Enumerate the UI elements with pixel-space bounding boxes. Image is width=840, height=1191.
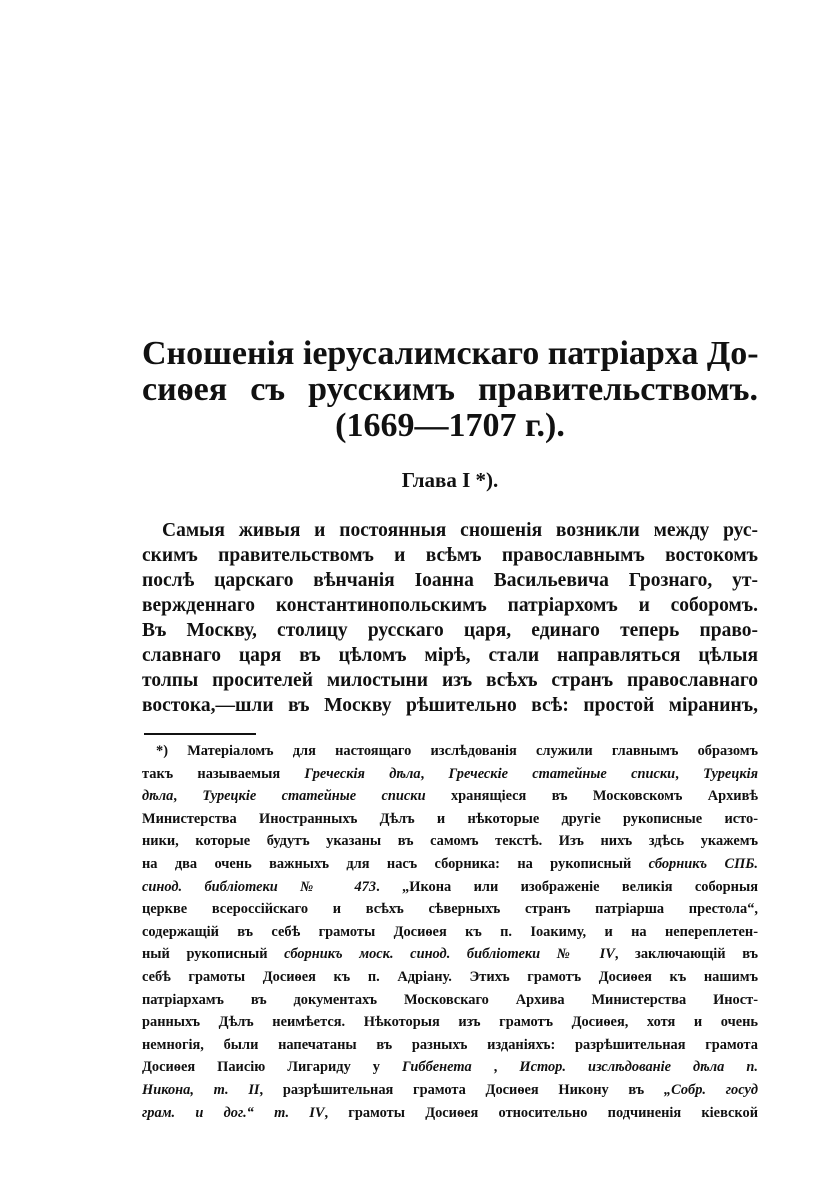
footnote-line <box>142 943 758 966</box>
title-line: (1669—1707 г.). <box>335 407 565 444</box>
footnote-line <box>142 808 758 831</box>
article-title <box>142 336 758 444</box>
footnote-run: себѣ грамоты Досиѳея къ п. Адріану. Этихъ грамотъ Досиѳея къ нашимъ <box>142 968 758 985</box>
body-line: скимъ правительствомъ и всѣмъ православнымъ востокомъ <box>142 545 758 566</box>
footnote-run: ный рукописный <box>142 946 285 963</box>
footnote-run: *) Матеріаломъ для настоящаго изслѣдованія служили главнымъ образомъ <box>156 743 758 759</box>
footnote-run: ники, которые будутъ указаны въ самомъ текстѣ. Изъ нихъ здѣсь укажемъ <box>142 833 758 850</box>
footnote-run: такъ называемыя <box>142 765 305 782</box>
footnote-line <box>142 763 758 786</box>
title-line: сиѳея съ русскимъ правительствомъ. <box>142 371 758 408</box>
footnote-italic-run: сборникъ моск. синод. библіотеки № IV <box>284 946 615 963</box>
footnote-run: немногія, были напечатаны въ разныхъ изданіяхъ: разрѣшительная грамота <box>142 1036 758 1053</box>
body-line: Въ Москву, столицу русскаго царя, единаго теперь право- <box>142 620 758 641</box>
footnote-run: Досиѳея Паисію Лигариду у <box>142 1059 402 1076</box>
footnote-line <box>142 853 758 876</box>
footnote-line <box>142 898 758 921</box>
footnote-italic-run: Турецкіе статейные списки <box>202 788 426 805</box>
footnote-run: , <box>471 1059 520 1076</box>
footnote-line <box>142 1079 758 1102</box>
footnote-run: патріархамъ въ документахъ Московскаго Архива Министерства Иност- <box>142 991 758 1008</box>
footnote-run: , <box>675 765 704 782</box>
footnote-run: ранныхъ Дѣлъ неимѣется. Нѣкоторыя изъ грамотъ Досиѳея, хотя и очень <box>142 1014 758 1031</box>
footnote-line <box>142 785 758 808</box>
footnote-italic-run: Гиббенета <box>402 1059 472 1076</box>
footnote-italic-run: Никона, т. II <box>142 1081 260 1098</box>
title-line: Сношенія іерусалимскаго патріарха До- <box>142 335 759 372</box>
footnote-run: , заключающій въ <box>614 946 759 963</box>
footnote-run: хранящіеся въ Московскомъ Архивѣ <box>425 788 759 805</box>
body-line: славнаго царя въ цѣломъ мірѣ, стали направляться цѣлыя <box>142 645 758 666</box>
footnote-line <box>142 989 758 1012</box>
footnote-italic-run: Греческія дѣла <box>304 765 421 782</box>
footnote-line <box>142 876 758 899</box>
body-line: послѣ царскаго вѣнчанія Іоанна Васильевича Грознаго, ут- <box>142 570 758 591</box>
footnote-run: , разрѣшительная грамота Досиѳея Никону въ <box>259 1081 664 1098</box>
body-line: толпы просителей милостыни изъ всѣхъ странъ православнаго <box>142 670 758 691</box>
footnote-run: на два очень важныхъ для насъ сборника: на рукописный <box>142 855 649 872</box>
footnote-italic-run: „Собр. госуд <box>663 1081 758 1098</box>
footnote-line <box>142 966 758 989</box>
chapter-heading: Глава I *). <box>401 468 499 492</box>
footnote-italic-run: Греческіе статейные списки <box>448 765 676 782</box>
footnote-line <box>142 1102 758 1125</box>
body-line: Самыя живыя и постоянныя сношенія возникли между рус- <box>162 520 758 541</box>
footnote-run: содержащій въ себѣ грамоты Досиѳея къ п. Іоакиму, и на непереплетен- <box>142 923 758 940</box>
footnote-italic-run: грам. и дог.“ т. IV <box>142 1104 325 1121</box>
footnote-italic-run: Турецкія <box>703 765 759 782</box>
footnote-run: церкве всероссійскаго и всѣхъ сѣверныхъ странъ патріарша престола“, <box>142 901 758 918</box>
footnote-line <box>142 830 758 853</box>
footnote <box>142 740 758 1124</box>
footnote-separator <box>144 733 256 735</box>
footnote-line <box>142 1034 758 1057</box>
footnote-line <box>142 1056 758 1079</box>
footnote-line <box>142 740 758 763</box>
footnote-line <box>142 921 758 944</box>
footnote-run: , <box>173 788 203 805</box>
footnote-italic-run: синод. библіотеки № 473 <box>142 878 377 895</box>
body-text <box>142 518 758 718</box>
footnote-line <box>142 1011 758 1034</box>
footnote-run: , грамоты Досиѳея относительно подчиненія кіевской <box>324 1104 758 1121</box>
body-line: востока,—шли въ Москву рѣшительно всѣ: простой міранинъ, <box>142 695 758 716</box>
footnote-italic-run: дѣла <box>142 788 174 805</box>
footnote-italic-run: сборникъ СПБ. <box>648 855 759 872</box>
footnote-run: , <box>420 765 449 782</box>
footnote-run: Министерства Иностранныхъ Дѣлъ и нѣкоторые другіе рукописные исто- <box>142 810 758 827</box>
footnote-run: . „Икона или изображеніе великія соборныя <box>376 878 758 895</box>
footnote-italic-run: Истор. изслѣдованіе дѣла п. <box>519 1059 758 1076</box>
body-line: вержденнаго константинопольскимъ патріархомъ и соборомъ. <box>142 595 758 616</box>
